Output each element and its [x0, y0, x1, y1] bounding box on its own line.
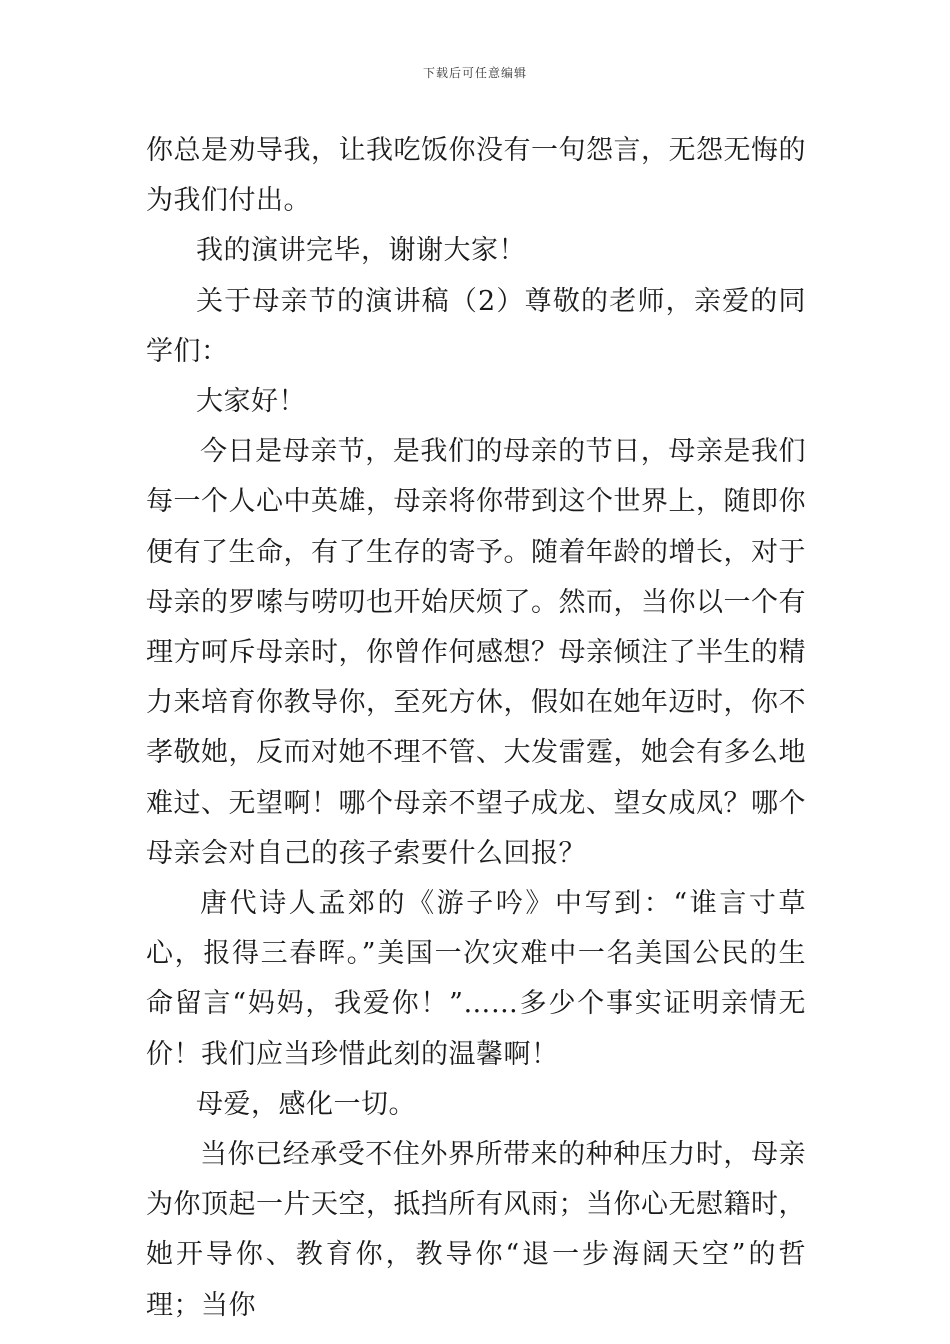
- paragraph-support: 当你已经承受不住外界所带来的种种压力时，母亲为你顶起一片天空，抵挡所有风雨；当你心无慰籍时，她开导你、教育你，教导你“退一步海阔天空”的哲理；当你: [146, 1139, 806, 1321]
- paragraph-motherly-love: 母爱，感化一切。: [196, 1088, 416, 1120]
- page-header-note: 下载后可任意编辑: [422, 66, 527, 80]
- paragraph-greeting: 大家好！: [196, 386, 306, 418]
- paragraph-poem: 唐代诗人孟郊的《游子吟》中写到：“谁言寸草心，报得三春晖。”美国一次灾难中一名美国公民的生命留言“妈妈，我爱你！”……多少个事实证明亲情无价！我们应当珍惜此刻的温馨啊！: [146, 888, 806, 1070]
- document-body: [146, 126, 806, 1331]
- paragraph-mothers-day: 今日是母亲节，是我们的母亲的节日，母亲是我们每一个人心中英雄，母亲将你带到这个世界上，随即你便有了生命，有了生存的寄予。随着年龄的增长，对于母亲的罗嗦与唠叨也开始厌烦了。然而，当你以一个有理方呵斥母亲时，你曾作何感想？母亲倾注了半生的精力来培育你教导你，至死方休，假如在她年迈时，你不孝敬她，反而对她不理不管、大发雷霆，她会有多么地难过、无望啊！哪个母亲不望子成龙、望女成凤？哪个母亲会对自己的孩子索要什么回报？: [146, 436, 806, 869]
- paragraph-speech-title: 关于母亲节的演讲稿（2）尊敬的老师，亲爱的同学们：: [146, 285, 806, 367]
- paragraph-continuation: 你总是劝导我，让我吃饭你没有一句怨言，无怨无悔的为我们付出。: [146, 135, 806, 217]
- paragraph-closing: 我的演讲完毕，谢谢大家！: [196, 235, 526, 267]
